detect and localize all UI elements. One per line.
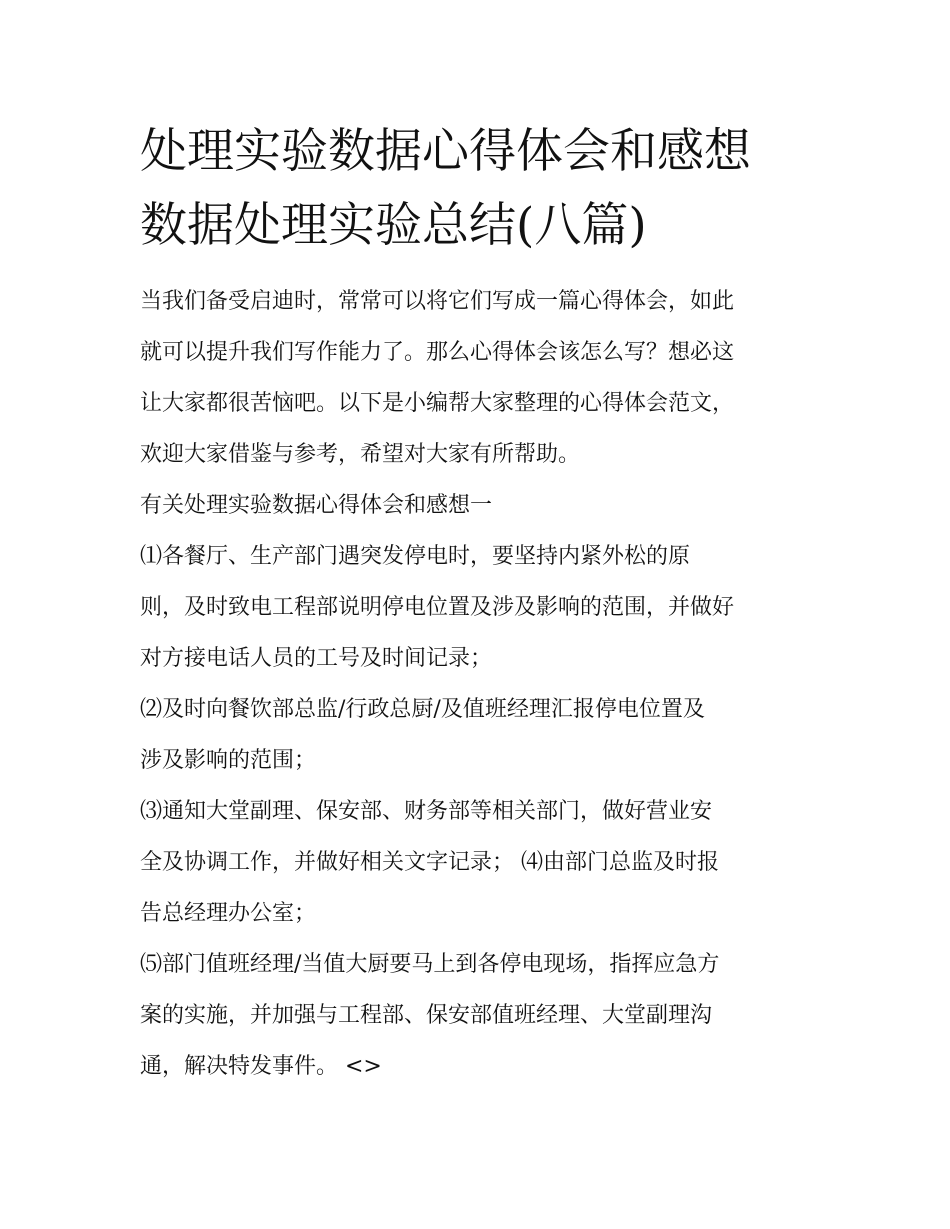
text-line: 涉及影响的范围； <box>140 748 317 773</box>
text-line: ⑵及时向餐饮部总监/行政总厨/及值班经理汇报停电位置及 <box>140 697 705 722</box>
text-line: 有关处理实验数据心得体会和感想一 <box>140 493 493 518</box>
text-line: 通，解决特发事件。 <> <box>140 1054 382 1079</box>
title-line: 处理实验数据心得体会和感想 <box>140 124 751 179</box>
intro-paragraph <box>140 276 820 480</box>
list-item-2 <box>140 684 820 786</box>
text-line: 让大家都很苦恼吧。以下是小编帮大家整理的心得体会范文， <box>140 391 735 416</box>
list-item-3 <box>140 786 820 939</box>
text-line: 对方接电话人员的工号及时间记录； <box>140 646 493 671</box>
text-line: 案的实施，并加强与工程部、保安部值班经理、大堂副理沟 <box>140 1003 713 1028</box>
list-item-5 <box>140 939 820 1092</box>
text-line: ⑶通知大堂副理、保安部、财务部等相关部门，做好营业安 <box>140 799 713 824</box>
text-line: 欢迎大家借鉴与参考，希望对大家有所帮助。 <box>140 442 581 467</box>
section-heading <box>140 480 820 531</box>
text-line: 当我们备受启迪时，常常可以将它们写成一篇心得体会，如此 <box>140 289 735 314</box>
text-line: ⑴各餐厅、生产部门遇突发停电时，要坚持内紧外松的原 <box>140 544 691 569</box>
list-item-1 <box>140 531 820 684</box>
document-title <box>140 115 840 263</box>
text-line: 则，及时致电工程部说明停电位置及涉及影响的范围，并做好 <box>140 595 735 620</box>
text-line: 告总经理办公室； <box>140 901 317 926</box>
text-line: 就可以提升我们写作能力了。那么心得体会该怎么写？想必这 <box>140 340 735 365</box>
title-line: 数据处理实验总结(八篇) <box>140 198 647 253</box>
text-line: 全及协调工作，并做好相关文字记录； ⑷由部门总监及时报 <box>140 850 719 875</box>
text-line: ⑸部门值班经理/当值大厨要马上到各停电现场，指挥应急方 <box>140 952 720 977</box>
document-body <box>140 276 820 1092</box>
